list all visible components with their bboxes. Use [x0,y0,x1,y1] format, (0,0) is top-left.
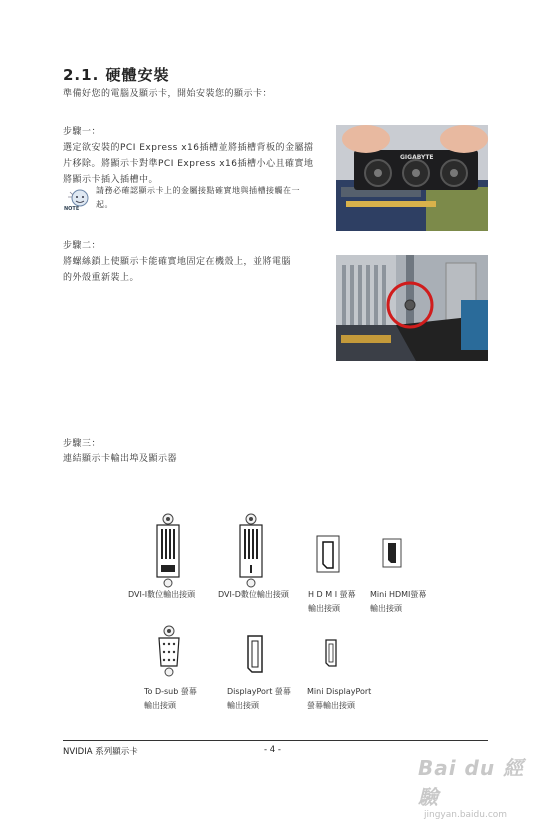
card-brand-label: GIGABYTE [400,154,434,161]
intro-text: 準備好您的電腦及顯示卡，開始安裝您的顯示卡： [63,89,273,99]
hdmi-connector-icon [315,534,341,574]
hdmi-label [308,588,356,616]
step2-text [63,254,338,286]
displayport-connector-icon [244,634,266,674]
mini-hdmi-connector-icon [381,537,403,569]
dvi-d-connector-icon [236,513,266,588]
dvi-i-connector-icon [153,513,183,588]
step1-line: 將顯示卡插入插槽中。 [63,175,159,185]
mini-hdmi-label [370,588,426,616]
step1-text [63,140,338,188]
note-line: 請務必確認顯示卡上的金屬接點確實地與插槽接觸在一 [96,186,300,195]
note-line: 起。 [96,200,113,209]
watermark-url: jingyan.baidu.com [424,810,508,820]
mini-displayport-label-line1: Mini DisplayPort [307,687,372,696]
step3-text: 連結顯示卡輸出埠及顯示器 [63,454,178,464]
step1-line: 片移除。將顯示卡對準PCI Express x16插槽小心且確實地 [63,159,314,169]
displayport-label [227,685,291,713]
step1-line: 選定欲安裝的PCI Express x16插槽並將插槽背板的金屬擋 [63,143,314,153]
d-sub-label-line2: 輸出接頭 [144,701,176,710]
section-title: 2.1. 硬體安裝 [63,66,170,84]
displayport-label-line2: 輸出接頭 [227,701,259,710]
d-sub-label-line1: To D-sub 螢幕 [144,687,197,696]
watermark-logo-text: Bai du 經驗 [418,756,525,809]
step2-line: 的外殼重新裝上。 [63,273,140,283]
step1-heading: 步驟一： [63,127,102,137]
dvi-d-label: DVI-D數位輸出接頭 [218,590,289,599]
dvi-i-label: DVI-I數位輸出接頭 [128,590,196,599]
baidu-watermark [418,752,542,820]
mini-displayport-label [307,685,371,713]
footer-page-number: - 4 - [264,745,281,755]
graphics-card-install-photo [336,125,488,231]
mini-hdmi-label-line2: 輸出接頭 [370,604,402,613]
note-text [96,184,336,212]
footer-product: NVIDIA 系列顯示卡 [63,747,138,757]
hdmi-label-line2: 輸出接頭 [308,604,340,613]
note-icon [64,188,94,214]
step2-line: 將螺絲鎖上使顯示卡能確實地固定在機殼上，並將電腦 [63,257,292,267]
hdmi-label-line1: H D M I 螢幕 [308,590,356,599]
step2-heading: 步驟二： [63,241,102,251]
displayport-label-line1: DisplayPort 螢幕 [227,687,291,696]
footer-divider [63,740,488,741]
mini-displayport-connector-icon [323,638,339,668]
screw-fastening-photo [336,255,488,361]
mini-hdmi-label-line1: Mini HDMI螢幕 [370,590,427,599]
d-sub-label [144,685,197,713]
note-label: NOTE [64,206,80,212]
step3-heading: 步驟三： [63,439,102,449]
mini-displayport-label-line2: 螢幕輸出接頭 [307,701,355,710]
d-sub-connector-icon [154,625,184,677]
